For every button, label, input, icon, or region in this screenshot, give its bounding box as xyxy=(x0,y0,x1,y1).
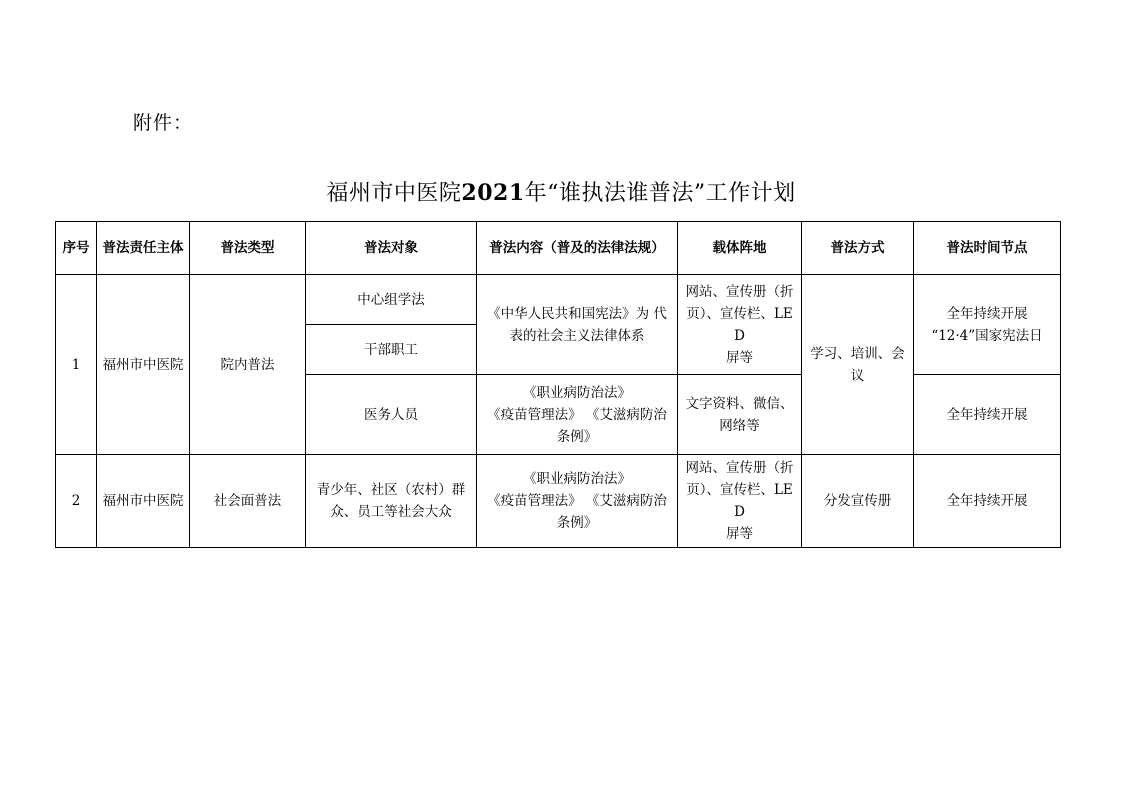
table-row xyxy=(56,455,1061,548)
content-line: 《疫苗管理法》 《艾滋病防治 xyxy=(487,406,667,423)
row2-content xyxy=(477,455,678,548)
row1-subject: 福州市中医院 xyxy=(97,275,190,455)
title-suffix: 年“谁执法谁普法”工作计划 xyxy=(524,181,796,206)
content-line: 《职业病防治法》 xyxy=(523,384,631,401)
row2-subject: 福州市中医院 xyxy=(97,455,190,548)
row2-carrier xyxy=(678,455,802,548)
audience-line: 青少年、社区（农村）群 xyxy=(316,482,466,498)
row1-time-c: 全年持续开展 xyxy=(914,375,1061,455)
content-line: 《职业病防治法》 xyxy=(523,471,631,487)
content-line: 条例》 xyxy=(556,428,598,445)
row1-content-ab xyxy=(477,275,678,375)
row1-type: 院内普法 xyxy=(190,275,306,455)
work-plan-table xyxy=(55,221,1061,548)
row1-carrier-c xyxy=(678,375,802,455)
document-title xyxy=(0,176,1122,207)
row1-audience-c: 医务人员 xyxy=(306,375,477,455)
table-row xyxy=(56,275,1061,325)
header-carrier: 载体阵地 xyxy=(678,222,802,275)
carrier-line: 网站、宣传册（折 xyxy=(685,460,794,476)
audience-line: 众、员工等社会大众 xyxy=(330,504,452,520)
header-content: 普法内容（普及的法律法规） xyxy=(477,222,678,275)
row2-no: 2 xyxy=(56,455,97,548)
row1-content-c xyxy=(477,375,678,455)
header-subject: 普法责任主体 xyxy=(97,222,190,275)
title-year: 2021 xyxy=(461,180,525,206)
time-line: “12·4”国家宪法日 xyxy=(931,327,1043,344)
row2-type: 社会面普法 xyxy=(190,455,306,548)
carrier-line: 屏等 xyxy=(726,526,753,542)
row2-audience xyxy=(306,455,477,548)
header-method: 普法方式 xyxy=(802,222,914,275)
carrier-line: 屏等 xyxy=(726,349,753,366)
row1-time-ab xyxy=(914,275,1061,375)
row1-method: 学习、培训、会 议 xyxy=(802,275,914,455)
header-time: 普法时间节点 xyxy=(914,222,1061,275)
row1-audience-a: 中心组学法 xyxy=(306,275,477,325)
title-prefix: 福州市中医院 xyxy=(326,181,462,206)
row2-time: 全年持续开展 xyxy=(914,455,1061,548)
row2-method: 分发宣传册 xyxy=(802,455,914,548)
header-type: 普法类型 xyxy=(190,222,306,275)
row1-audience-b: 干部职工 xyxy=(306,325,477,375)
content-line: 表的社会主义法律体系 xyxy=(509,327,645,344)
carrier-line: 文字资料、微信、 xyxy=(685,395,794,412)
row1-carrier-ab xyxy=(678,275,802,375)
row1-no: 1 xyxy=(56,275,97,455)
carrier-line: 页）、宣传栏、LED xyxy=(686,305,793,344)
header-no: 序号 xyxy=(56,222,97,275)
content-line: 条例》 xyxy=(556,515,598,531)
time-line: 全年持续开展 xyxy=(946,305,1028,322)
content-line: 《中华人民共和国宪法》为 代 xyxy=(487,305,667,322)
attachment-label: 附件： xyxy=(133,112,194,134)
carrier-line: 页）、宣传栏、LED xyxy=(686,482,793,520)
content-line: 《疫苗管理法》 《艾滋病防治 xyxy=(487,493,667,509)
table-header-row xyxy=(56,222,1061,275)
header-audience: 普法对象 xyxy=(306,222,477,275)
carrier-line: 网站、宣传册（折 xyxy=(685,283,794,300)
carrier-line: 网络等 xyxy=(719,417,760,434)
